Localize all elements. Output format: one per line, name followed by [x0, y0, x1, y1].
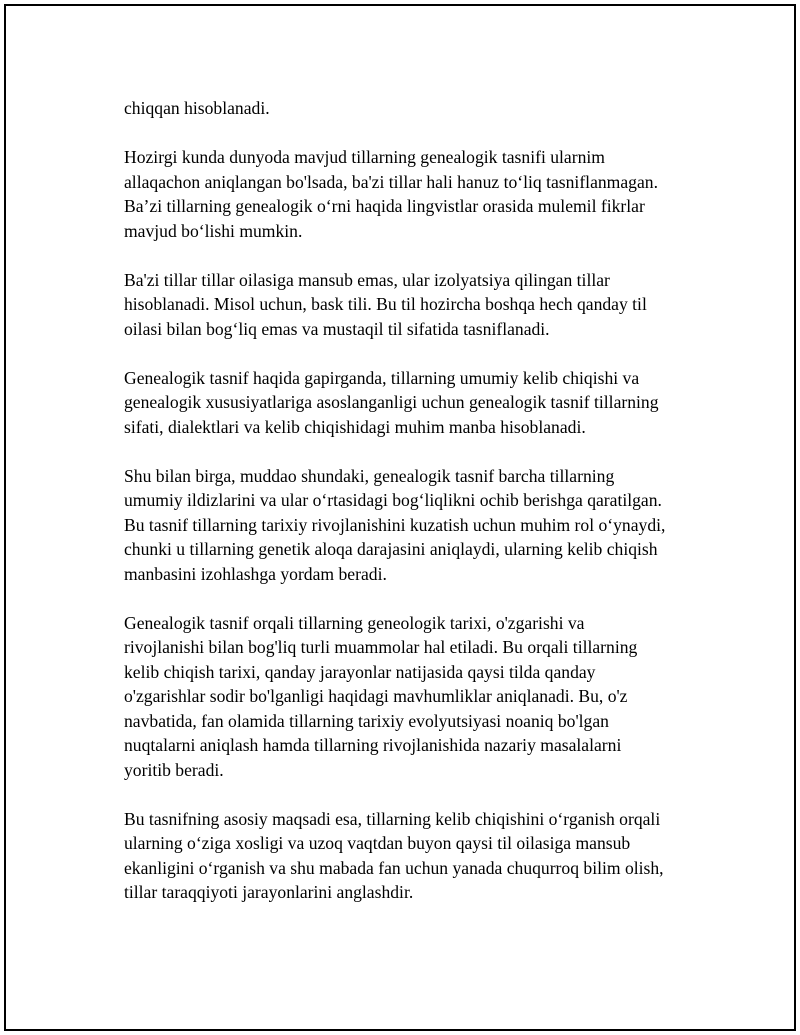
paragraph: Genealogik tasnif orqali tillarning geneologik tarixi, o'zgarishi va rivojlanishi bilan bog'liq turli muammolar hal etiladi. Bu orqali tillarning kelib chiqish tarixi, qanday jarayonlar natijasida qaysi tilda qanday o'zgarishlar sodir bo'lganligi haqidagi mavhumliklar aniqlanadi. Bu, o'z navbatida, fan olamida tillarning tarixiy evolyutsiyasi noaniq bo'lgan nuqtalarni aniqlash hamda tillarning rivojlanishida nazariy masalalarni yoritib beradi. [124, 612, 638, 780]
paragraph: Hozirgi kunda dunyoda mavjud tillarning genealogik tasnifi ularnim allaqachon aniqlangan bo'lsada, ba'zi tillar hali hanuz to‘liq tasniflanmagan. Ba’zi tillarning genealogik o‘rni haqida lingvistlar orasida mulemil fikrlar mavjud bo‘lishi mumkin. [124, 147, 658, 241]
paragraph: Genealogik tasnif haqida gapirganda, tillarning umumiy kelib chiqishi va genealogik xususiyatlariga asoslanganligi uchun genealogik tasnif tillarning sifati, dialektlari va kelib chiqishidagi muhim manba hisoblanadi. [124, 367, 659, 437]
paragraph: Ba'zi tillar tillar oilasiga mansub emas, ular izolyatsiya qilingan tillar hisoblanadi. Misol uchun, bask tili. Bu til hozircha boshqa hech qanday til oilasi bilan bog‘liq emas va mustaqil til sifatida tasniflanadi. [124, 269, 647, 339]
page-frame [4, 4, 796, 1031]
document-body [124, 96, 724, 929]
paragraph: Bu tasnifning asosiy maqsadi esa, tillarning kelib chiqishini o‘rganish orqali ularning o‘ziga xosligi va uzoq vaqtdan buyon qaysi til oilasiga mansub ekanligini o‘rganish va shu mabada fan uchun yanada chuqurroq bilim olish, tillar taraqqiyoti jarayonlarini anglashdir. [124, 808, 664, 902]
paragraph: chiqqan hisoblanadi. [124, 98, 270, 118]
paragraph: Shu bilan birga, muddao shundaki, genealogik tasnif barcha tillarning umumiy ildizlarini va ular o‘rtasidagi bog‘liqlikni ochib berishga qaratilgan. Bu tasnif tillarning tarixiy rivojlanishini kuzatish uchun muhim rol o‘ynaydi, chunki u tillarning genetik aloqa darajasini aniqlaydi, ularning kelib chiqish manbasini izohlashga yordam beradi. [124, 465, 666, 584]
